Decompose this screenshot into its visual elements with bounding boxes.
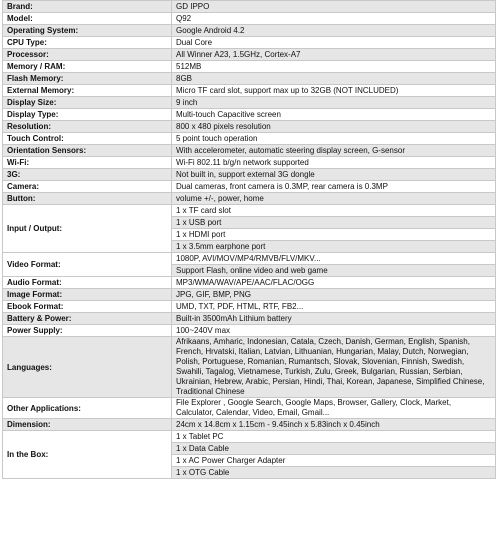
spec-label: Flash Memory:: [3, 73, 172, 85]
spec-value: 5 point touch operation: [172, 133, 496, 145]
spec-label: Battery & Power:: [3, 313, 172, 325]
spec-value: JPG, GIF, BMP, PNG: [172, 289, 496, 301]
spec-value: 24cm x 14.8cm x 1.15cm - 9.45inch x 5.83inch x 0.45inch: [172, 419, 496, 431]
spec-row: [3, 181, 496, 193]
spec-label: Camera:: [3, 181, 172, 193]
spec-label: Display Type:: [3, 109, 172, 121]
spec-row: [3, 431, 496, 443]
spec-row: [3, 121, 496, 133]
spec-value: All Winner A23, 1.5GHz, Cortex-A7: [172, 49, 496, 61]
spec-value: With accelerometer, automatic steering display screen, G-sensor: [172, 145, 496, 157]
spec-value: Afrikaans, Amharic, Indonesian, Catala, Czech, Danish, German, English, Spanish, French, Hrvatski, Italian, Latvian, Lithuanian, Hungarian, Malay, Dutch, Norwegian, Polish, Portuguese, Romanian, Rumantsch, Slovak, Slovenian, Finnish, Swedish, Swahili, Tagalog, Vietnamese, Turkish, Zulu, Greek, Bulgarian, Russian, Serbian, Ukrainian, Hebrew, Arabic, Persian, Hindi, Thai, Korean, Japanese, Simplified Chinese, Traditional Chinese: [172, 337, 496, 398]
spec-row: [3, 133, 496, 145]
spec-label: Video Format:: [3, 253, 172, 277]
spec-row: [3, 73, 496, 85]
spec-row: [3, 289, 496, 301]
spec-label: Other Applications:: [3, 398, 172, 419]
spec-value: 1 x OTG Cable: [172, 467, 496, 479]
spec-table-body: [3, 1, 496, 479]
spec-table: [2, 0, 496, 479]
spec-row: [3, 169, 496, 181]
spec-label: Resolution:: [3, 121, 172, 133]
spec-row: [3, 157, 496, 169]
spec-row: [3, 109, 496, 121]
spec-value: 800 x 480 pixels resolution: [172, 121, 496, 133]
spec-label: Model:: [3, 13, 172, 25]
spec-row: [3, 49, 496, 61]
spec-value: 1 x 3.5mm earphone port: [172, 241, 496, 253]
spec-row: [3, 325, 496, 337]
spec-value: Built-in 3500mAh Lithium battery: [172, 313, 496, 325]
spec-label: Brand:: [3, 1, 172, 13]
spec-value: 100~240V max: [172, 325, 496, 337]
spec-label: Image Format:: [3, 289, 172, 301]
spec-value: Support Flash, online video and web game: [172, 265, 496, 277]
spec-row: [3, 253, 496, 265]
spec-label: Processor:: [3, 49, 172, 61]
spec-value: 512MB: [172, 61, 496, 73]
spec-label: External Memory:: [3, 85, 172, 97]
spec-value: File Explorer , Google Search, Google Maps, Browser, Gallery, Clock, Market, Calculator, Calendar, Video, Email, Gmail...: [172, 398, 496, 419]
spec-value: Dual Core: [172, 37, 496, 49]
spec-label: CPU Type:: [3, 37, 172, 49]
spec-label: Wi-Fi:: [3, 157, 172, 169]
spec-label: Input / Output:: [3, 205, 172, 253]
spec-row: [3, 37, 496, 49]
spec-label: Power Supply:: [3, 325, 172, 337]
spec-row: [3, 398, 496, 419]
spec-label: Memory / RAM:: [3, 61, 172, 73]
spec-value: Multi-touch Capacitive screen: [172, 109, 496, 121]
spec-label: Operating System:: [3, 25, 172, 37]
spec-value: 1 x HDMI port: [172, 229, 496, 241]
spec-row: [3, 1, 496, 13]
spec-label: 3G:: [3, 169, 172, 181]
spec-value: Not built in, support external 3G dongle: [172, 169, 496, 181]
spec-row: [3, 97, 496, 109]
spec-row: [3, 337, 496, 398]
spec-label: Touch Control:: [3, 133, 172, 145]
spec-row: [3, 61, 496, 73]
spec-value: Google Android 4.2: [172, 25, 496, 37]
spec-value: 1 x TF card slot: [172, 205, 496, 217]
spec-row: [3, 277, 496, 289]
spec-value: Q92: [172, 13, 496, 25]
spec-label: Audio Format:: [3, 277, 172, 289]
spec-value: 1 x Data Cable: [172, 443, 496, 455]
spec-label: Languages:: [3, 337, 172, 398]
spec-value: Dual cameras, front camera is 0.3MP, rear camera is 0.3MP: [172, 181, 496, 193]
spec-value: UMD, TXT, PDF, HTML, RTF, FB2...: [172, 301, 496, 313]
spec-row: [3, 85, 496, 97]
spec-value: 8GB: [172, 73, 496, 85]
spec-value: 9 inch: [172, 97, 496, 109]
spec-label: Display Size:: [3, 97, 172, 109]
spec-value: 1 x Tablet PC: [172, 431, 496, 443]
spec-row: [3, 13, 496, 25]
spec-row: [3, 301, 496, 313]
spec-value: 1080P, AVI/MOV/MP4/RMVB/FLV/MKV...: [172, 253, 496, 265]
spec-value: 1 x USB port: [172, 217, 496, 229]
spec-label: In the Box:: [3, 431, 172, 479]
spec-label: Orientation Sensors:: [3, 145, 172, 157]
spec-row: [3, 205, 496, 217]
spec-value: Micro TF card slot, support max up to 32GB (NOT INCLUDED): [172, 85, 496, 97]
spec-row: [3, 193, 496, 205]
spec-value: volume +/-, power, home: [172, 193, 496, 205]
spec-value: MP3/WMA/WAV/APE/AAC/FLAC/OGG: [172, 277, 496, 289]
spec-label: Ebook Format:: [3, 301, 172, 313]
spec-label: Button:: [3, 193, 172, 205]
spec-row: [3, 419, 496, 431]
spec-value: Wi-Fi 802.11 b/g/n network supported: [172, 157, 496, 169]
spec-value: 1 x AC Power Charger Adapter: [172, 455, 496, 467]
spec-row: [3, 145, 496, 157]
spec-row: [3, 313, 496, 325]
spec-row: [3, 25, 496, 37]
spec-label: Dimension:: [3, 419, 172, 431]
spec-value: GD IPPO: [172, 1, 496, 13]
